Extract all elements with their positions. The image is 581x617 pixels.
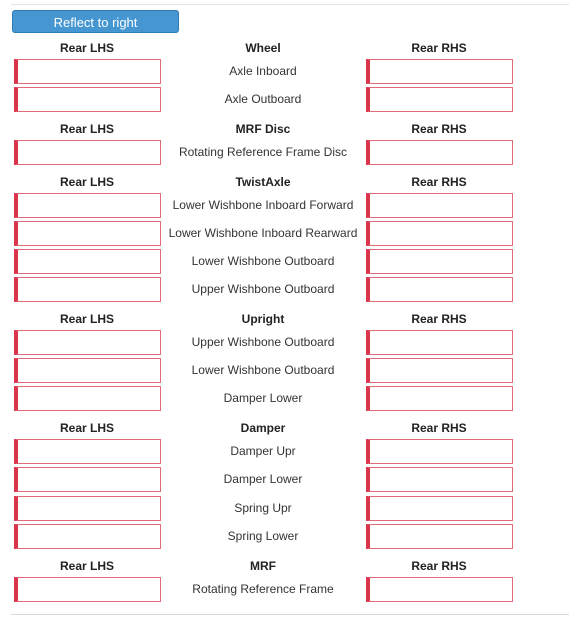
- rear-rhs-input[interactable]: [366, 221, 513, 246]
- rear-rhs-input[interactable]: [366, 87, 513, 112]
- rear-rhs-input[interactable]: [366, 330, 513, 355]
- rear-lhs-input[interactable]: [14, 439, 161, 464]
- row-label: Lower Wishbone Outboard: [191, 254, 335, 268]
- section-title-mrf: MRF: [250, 559, 276, 573]
- field-row: [0, 358, 581, 383]
- row-label: Rotating Reference Frame: [192, 582, 334, 596]
- field-row: [0, 577, 581, 602]
- row-label: Damper Lower: [223, 391, 303, 405]
- field-row: [0, 59, 581, 84]
- rear-lhs-input[interactable]: [14, 277, 161, 302]
- rear-rhs-input[interactable]: [366, 249, 513, 274]
- row-label: Rotating Reference Frame Disc: [178, 145, 348, 159]
- section-header-lhs: Rear LHS: [59, 312, 115, 326]
- field-row: [0, 249, 581, 274]
- section-title-upright: Upright: [241, 312, 285, 326]
- rear-lhs-input[interactable]: [14, 140, 161, 165]
- section-title-wheel: Wheel: [245, 41, 281, 55]
- field-row: [0, 277, 581, 302]
- rear-rhs-input[interactable]: [366, 193, 513, 218]
- section-title-mrf-disc: MRF Disc: [235, 122, 291, 136]
- rear-rhs-input[interactable]: [366, 496, 513, 521]
- rear-rhs-input[interactable]: [366, 524, 513, 549]
- section-header-lhs: Rear LHS: [59, 175, 115, 189]
- rear-rhs-input[interactable]: [366, 277, 513, 302]
- field-row: [0, 221, 581, 246]
- row-label: Axle Inboard: [229, 64, 297, 78]
- rear-rhs-input[interactable]: [366, 467, 513, 492]
- rear-rhs-input[interactable]: [366, 577, 513, 602]
- field-row: [0, 330, 581, 355]
- rear-rhs-input[interactable]: [366, 358, 513, 383]
- row-label: Lower Wishbone Inboard Rearward: [168, 226, 358, 240]
- section-header-rhs: Rear RHS: [411, 175, 467, 189]
- row-label: Spring Upr: [234, 501, 292, 515]
- rear-lhs-input[interactable]: [14, 577, 161, 602]
- field-row: [0, 140, 581, 165]
- rear-lhs-input[interactable]: [14, 87, 161, 112]
- row-label: Upper Wishbone Outboard: [191, 335, 335, 349]
- rear-lhs-input[interactable]: [14, 249, 161, 274]
- rear-lhs-input[interactable]: [14, 524, 161, 549]
- row-label: Damper Lower: [223, 472, 303, 486]
- section-header-rhs: Rear RHS: [411, 122, 467, 136]
- rear-lhs-input[interactable]: [14, 386, 161, 411]
- field-row: [0, 496, 581, 521]
- rear-lhs-input[interactable]: [14, 496, 161, 521]
- field-row: [0, 524, 581, 549]
- rear-lhs-input[interactable]: [14, 467, 161, 492]
- rear-rhs-input[interactable]: [366, 140, 513, 165]
- field-row: [0, 193, 581, 218]
- row-label: Axle Outboard: [224, 92, 302, 106]
- section-header-rhs: Rear RHS: [411, 421, 467, 435]
- section-header-lhs: Rear LHS: [59, 559, 115, 573]
- section-title-damper: Damper: [240, 421, 286, 435]
- top-divider: [11, 4, 569, 5]
- field-row: [0, 87, 581, 112]
- rear-rhs-input[interactable]: [366, 386, 513, 411]
- section-header-lhs: Rear LHS: [59, 122, 115, 136]
- field-row: [0, 467, 581, 492]
- row-label: Damper Upr: [230, 444, 296, 458]
- bottom-divider: [11, 614, 569, 615]
- rear-lhs-input[interactable]: [14, 330, 161, 355]
- section-header-rhs: Rear RHS: [411, 559, 467, 573]
- field-row: [0, 439, 581, 464]
- reflect-to-right-button[interactable]: Reflect to right: [12, 10, 179, 33]
- rear-lhs-input[interactable]: [14, 193, 161, 218]
- row-label: Upper Wishbone Outboard: [191, 282, 335, 296]
- section-header-rhs: Rear RHS: [411, 41, 467, 55]
- rear-rhs-input[interactable]: [366, 59, 513, 84]
- section-title-twistaxle: TwistAxle: [235, 175, 291, 189]
- row-label: Lower Wishbone Inboard Forward: [172, 198, 354, 212]
- row-label: Lower Wishbone Outboard: [191, 363, 335, 377]
- rear-lhs-input[interactable]: [14, 358, 161, 383]
- rear-lhs-input[interactable]: [14, 59, 161, 84]
- rear-rhs-input[interactable]: [366, 439, 513, 464]
- section-header-lhs: Rear LHS: [59, 41, 115, 55]
- section-header-rhs: Rear RHS: [411, 312, 467, 326]
- rear-lhs-input[interactable]: [14, 221, 161, 246]
- row-label: Spring Lower: [227, 529, 299, 543]
- field-row: [0, 386, 581, 411]
- section-header-lhs: Rear LHS: [59, 421, 115, 435]
